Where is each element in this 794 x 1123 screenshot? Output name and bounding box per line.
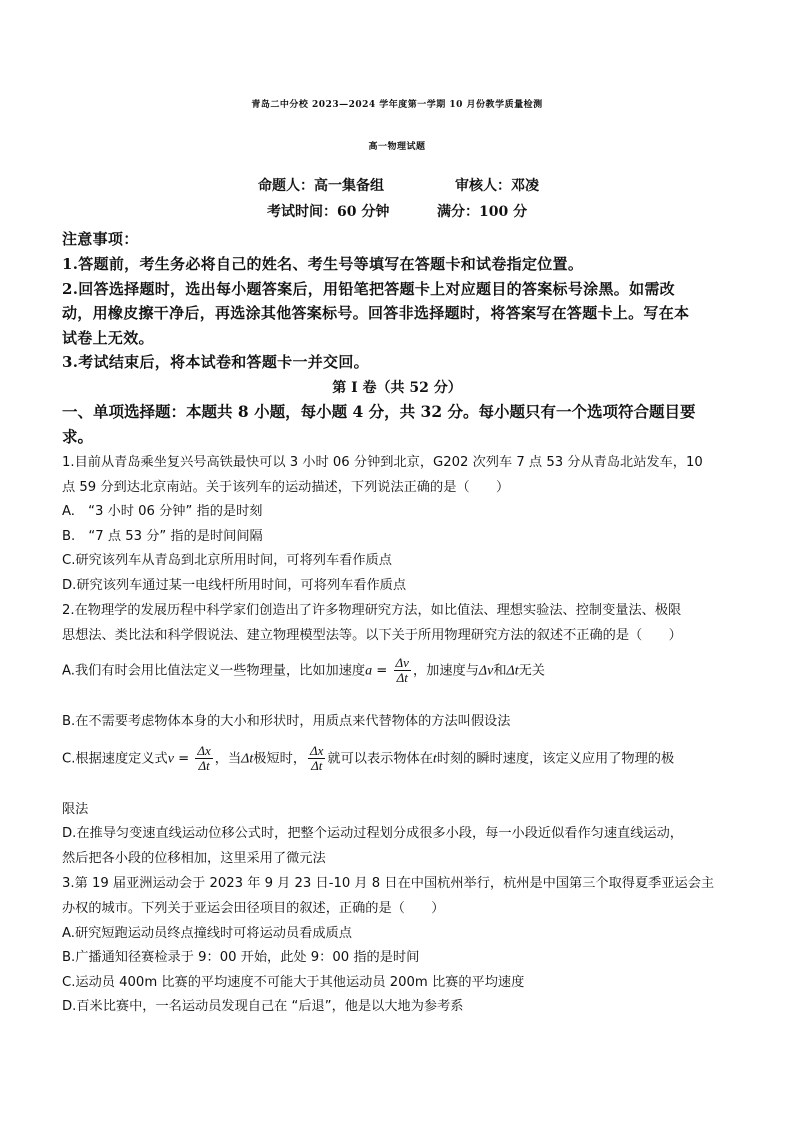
- equals-sign: =: [372, 663, 392, 679]
- part-title: 第 I 卷（共 52 分）: [332, 380, 462, 396]
- q2-option-c-line-2: 限法: [62, 802, 89, 817]
- q2-option-d-line-2: 然后把各小段的位移相加，这里采用了微元法: [62, 851, 326, 866]
- equals-sign-2: =: [173, 751, 194, 767]
- score-label: 满分：100 分: [437, 204, 528, 220]
- q2-option-c-text-2: ，当: [214, 751, 242, 767]
- acceleration-symbol: a: [365, 663, 373, 679]
- q3-stem-line-1: 3.第 19 届亚洲运动会于 2023 年 9 月 23 日-10 月 8 日在中国杭州举行，杭州是中国第三个取得夏季亚运会主: [62, 876, 715, 891]
- q1-stem-line-2: 点 59 分到达北京南站。关于该列车的运动描述，下列说法正确的是（ ）: [62, 480, 510, 495]
- delta-t-symbol-2: Δt: [241, 751, 254, 767]
- q2-option-a-text-3: 和: [493, 663, 507, 679]
- q3-option-a: A.研究短跑运动员终点撞线时可将运动员看成质点: [62, 926, 352, 941]
- q2-stem-line-2: 思想法、类比法和科学假说法、建立物理模型法等。以下关于所用物理研究方法的叙述不正确的是（ ）: [62, 628, 682, 643]
- q3-option-c: C.运动员 400m 比赛的平均速度不可能大于其他运动员 200m 比赛的平均速度: [62, 975, 525, 990]
- delta-v-symbol: Δv: [478, 663, 494, 679]
- q3-stem-line-2: 办权的城市。下列关于亚运会田径项目的叙述，正确的是（ ）: [62, 901, 445, 916]
- notice-line-5: 3.考试结束后，将本试卷和答题卡一并交回。: [62, 353, 369, 371]
- section-heading-line-1: 一、单项选择题：本题共 8 小题，每小题 4 分，共 32 分。每小题只有一个选项符合题目要: [62, 402, 696, 421]
- q2-option-a: [62, 656, 545, 685]
- delta-t-symbol: Δt: [506, 663, 519, 679]
- q2-option-c-text: C.根据速度定义式: [62, 751, 168, 767]
- q1-stem-line-1: 1.目前从青岛乘坐复兴号高铁最快可以 3 小时 06 分钟到北京，G202 次列车 7 点 53 分从青岛北站发车，10: [62, 455, 703, 470]
- q3-option-b: B.广播通知径赛检录于 9：00 开始，此处 9：00 指的是时间: [62, 950, 420, 965]
- notice-heading: 注意事项：: [62, 230, 139, 248]
- fraction-denominator-2: Δt: [198, 758, 210, 773]
- acceleration-fraction: [394, 656, 411, 685]
- fraction-numerator-2: Δx: [197, 743, 211, 758]
- q2-option-a-text: A.我们有时会用比值法定义一些物理量，比如加速度: [62, 663, 366, 679]
- q2-stem-line-1: 2.在物理学的发展历程中科学家们创造出了许多物理研究方法，如比值法、理想实验法、控制变量法、极限: [62, 603, 682, 618]
- fraction-denominator-3: Δt: [311, 758, 323, 773]
- exam-title: 青岛二中分校 2023—2024 学年度第一学期 10 月份教学质量检测: [251, 100, 543, 110]
- section-heading-line-2: 求。: [62, 427, 94, 446]
- q1-option-c: C.研究该列车从青岛到北京所用时间，可将列车看作质点: [62, 553, 392, 568]
- notice-line-2: 2.回答选择题时，选出每小题答案后，用铅笔把答题卡上对应题目的答案标号涂黑。如需改: [62, 280, 675, 298]
- q2-option-a-text-4: 无关: [518, 663, 545, 679]
- q2-option-c-text-4: 就可以表示物体在: [327, 751, 433, 767]
- q2-option-d-line-1: D.在推导匀变速直线运动位移公式时，把整个运动过程划分成很多小段，每一小段近似看作匀速直线运动，: [62, 826, 683, 841]
- q1-option-b: B. “7 点 53 分” 指的是时间间隔: [62, 529, 263, 544]
- q2-option-c-text-5: 时刻的瞬时速度，该定义应用了物理的极: [436, 751, 675, 767]
- q1-option-d: D.研究该列车通过某一电线杆所用时间，可将列车看作质点: [62, 578, 407, 593]
- fraction-numerator-3: Δx: [310, 743, 324, 758]
- ratio-fraction: [308, 744, 325, 773]
- fraction-denominator: Δt: [396, 670, 408, 685]
- q3-option-d: D.百米比赛中，一名运动员发现自己在 “后退”，他是以大地为参考系: [62, 999, 464, 1014]
- exam-subtitle: 高一物理试题: [368, 142, 426, 152]
- fraction-numerator: Δv: [395, 655, 409, 670]
- time-symbol: t: [432, 751, 437, 767]
- time-label: 考试时间：60 分钟: [267, 204, 390, 220]
- q2-option-a-text-2: ，加速度与: [412, 663, 479, 679]
- notice-line-4: 试卷上无效。: [62, 329, 154, 347]
- velocity-fraction: [195, 744, 212, 773]
- reviewer-label: 审核人：邓凌: [455, 178, 539, 194]
- q2-option-b: B.在不需要考虑物体本身的大小和形状时，用质点来代替物体的方法叫假设法: [62, 714, 511, 729]
- q2-option-c-text-3: 极短时，: [253, 751, 307, 767]
- notice-line-3: 动，用橡皮擦干净后，再选涂其他答案标号。回答非选择题时，将答案写在答题卡上。写在本: [62, 304, 690, 322]
- notice-line-1: 1.答题前，考生务必将自己的姓名、考生号等填写在答题卡和试卷指定位置。: [62, 255, 584, 273]
- velocity-symbol: v: [167, 751, 174, 767]
- q2-option-c: [62, 744, 674, 773]
- q1-option-a: A. “3 小时 06 分钟” 指的是时刻: [62, 504, 263, 519]
- author-label: 命题人：高一集备组: [258, 178, 384, 194]
